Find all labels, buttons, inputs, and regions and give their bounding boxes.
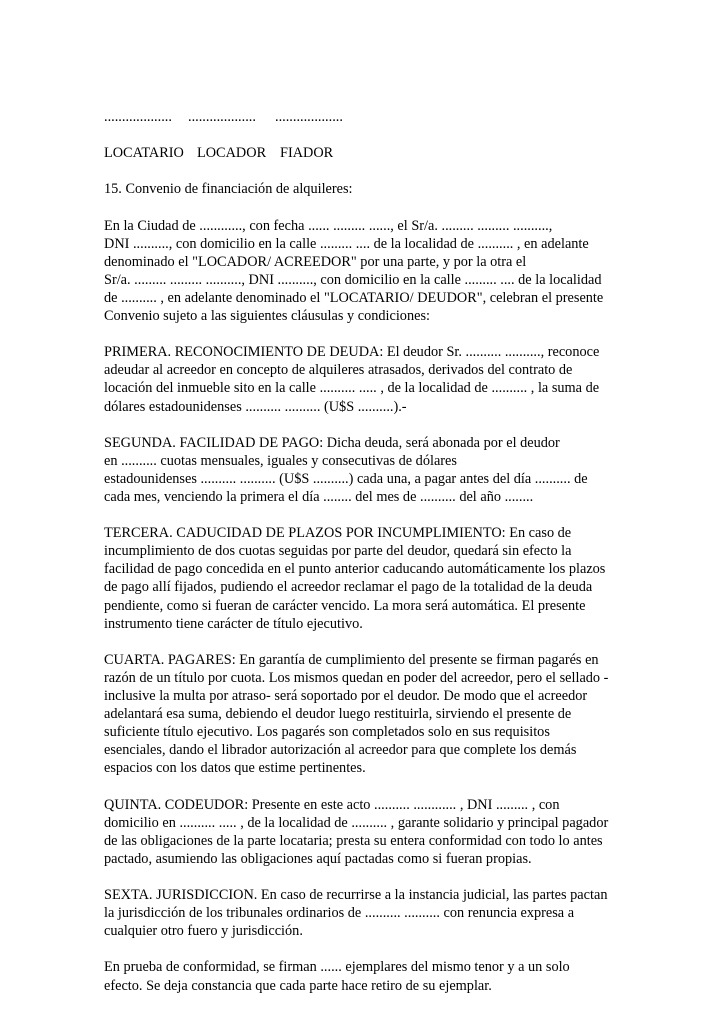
paragraph-line: pactado, asumiendo las obligaciones aquí pactadas como si fueran propias.	[104, 850, 532, 867]
signature-roles	[104, 144, 624, 162]
clause-primera	[104, 343, 624, 415]
paragraph-line: inclusive la multa por atraso- será soportado por el deudor. De modo que el acreedor	[104, 688, 588, 704]
paragraph-line: en .......... cuotas mensuales, iguales y consecutivas de dólares	[104, 452, 457, 469]
paragraph-line: razón de un título por cuota. Los mismos quedan en poder del acreedor, pero el sellado -	[104, 669, 609, 686]
paragraph-line: espacios con los datos que estime pertinentes.	[104, 760, 366, 777]
role-locador: LOCADOR	[197, 145, 267, 162]
document-page	[104, 108, 624, 995]
document-title: 15. Convenio de financiación de alquileres:	[104, 181, 353, 198]
intro-paragraph	[104, 217, 624, 326]
clause-tercera	[104, 524, 624, 633]
paragraph-line: instrumento tiene carácter de título ejecutivo.	[104, 615, 363, 632]
clause-cuarta	[104, 651, 624, 778]
signature-line-locador: ...................	[188, 109, 256, 125]
signature-line-fiador: ...................	[275, 109, 343, 125]
paragraph-line: QUINTA. CODEUDOR: Presente en este acto .......... ............ , DNI ......... , con	[104, 796, 560, 813]
paragraph-line: dólares estadounidenses .......... .......... (U$S ..........).-	[104, 398, 407, 415]
paragraph-line: efecto. Se deja constancia que cada parte hace retiro de su ejemplar.	[104, 977, 492, 994]
clause-quinta	[104, 796, 624, 868]
role-locatario: LOCATARIO	[104, 145, 184, 162]
paragraph-line: locación del inmueble sito en la calle .......... ..... , de la localidad de .......... , la suma de	[104, 380, 600, 397]
paragraph-line: DNI .........., con domicilio en la calle ......... .... de la localidad de .......... , en adelante	[104, 235, 589, 252]
clause-sexta	[104, 886, 624, 940]
paragraph-line: de pago allí fijados, pudiendo el acreedor reclamar el pago de la totalidad de la deuda	[104, 579, 593, 596]
paragraph-line: cada mes, venciendo la primera el día ........ del mes de .......... del año ........	[104, 488, 534, 505]
signature-line-locatario: ...................	[104, 109, 172, 125]
closing-paragraph	[104, 958, 624, 994]
paragraph-line: la jurisdicción de los tribunales ordinarios de .......... .......... con renuncia expresa a	[104, 905, 575, 922]
role-fiador: FIADOR	[280, 145, 334, 162]
paragraph-line: TERCERA. CADUCIDAD DE PLAZOS POR INCUMPLIMIENTO: En caso de	[104, 525, 572, 542]
paragraph-line: de .......... , en adelante denominado el "LOCATARIO/ DEUDOR", celebran el presente	[104, 289, 604, 306]
paragraph-line: domicilio en .......... ..... , de la localidad de .......... , garante solidario y principal pagador	[104, 814, 609, 831]
paragraph-line: incumplimiento de dos cuotas seguidas por parte del deudor, quedará sin efecto la	[104, 543, 572, 560]
paragraph-line: adelantará esa suma, debiendo el deudor luego restituirla, sirviendo el presente de	[104, 706, 572, 723]
paragraph-line: CUARTA. PAGARES: En garantía de cumplimiento del presente se firman pagarés en	[104, 651, 599, 668]
paragraph-line: Convenio sujeto a las siguientes cláusulas y condiciones:	[104, 308, 430, 325]
paragraph-line: denominado el "LOCADOR/ ACREEDOR" por una parte, y por la otra el	[104, 253, 527, 270]
paragraph-line: En prueba de conformidad, se firman ...... ejemplares del mismo tenor y a un solo	[104, 959, 570, 976]
signature-lines	[104, 108, 624, 126]
paragraph-line: pendiente, como si fueran de carácter vencido. La mora será automática. El presente	[104, 597, 586, 614]
paragraph-line: estadounidenses .......... .......... (U$S ..........) cada una, a pagar antes del día .......... de	[104, 470, 588, 487]
clause-segunda	[104, 434, 624, 506]
paragraph-line: SEXTA. JURISDICCION. En caso de recurrirse a la instancia judicial, las partes pactan	[104, 887, 608, 904]
paragraph-line: PRIMERA. RECONOCIMIENTO DE DEUDA: El deudor Sr. .......... .........., reconoce	[104, 344, 600, 361]
paragraph-line: En la Ciudad de ............, con fecha ...... ......... ......, el Sr/a. ......... ......... ..........,	[104, 217, 553, 234]
paragraph-line: facilidad de pago concedida en el punto anterior caducando automáticamente los plazos	[104, 561, 606, 578]
paragraph-line: esenciales, dando el librador autorización al acreedor para que complete los demás	[104, 742, 577, 759]
paragraph-line: SEGUNDA. FACILIDAD DE PAGO: Dicha deuda, será abonada por el deudor	[104, 434, 560, 451]
paragraph-line: Sr/a. ......... ......... .........., DNI .........., con domicilio en la calle ......... .... de la localidad	[104, 271, 602, 288]
paragraph-line: suficiente título ejecutivo. Los pagarés son completados solo en sus requisitos	[104, 724, 550, 741]
paragraph-line: adeudar al acreedor en concepto de alquileres atrasados, derivados del contrato de	[104, 362, 573, 379]
paragraph-line: de las obligaciones de la parte locataria; presta su entera conformidad con todo lo antes	[104, 832, 603, 849]
paragraph-line: cualquier otro fuero y jurisdicción.	[104, 923, 303, 940]
